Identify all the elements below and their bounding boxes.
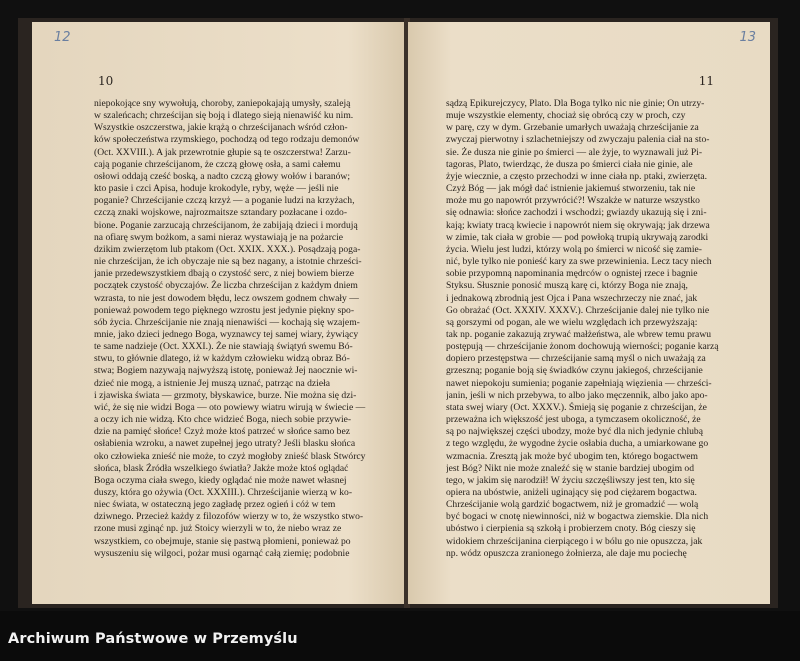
text-line: opiera na ubóstwie, aniżeli uginający się pod ciężarem bogactwa. [446, 487, 697, 498]
text-line: nie chrześcijan, że ich obyczaje nie są bez nagany, a istotnie chrześci- [94, 256, 362, 268]
text-line: Go obrażać (Oct. XXXIV. XXXV.). Chrześcijanie dalej nie tylko nie [446, 304, 710, 316]
text-line: ubóstwo i cierpienia są szkołą i probierzem cnoty. Bóg cieszy się [446, 523, 696, 535]
text-line: tagoras, Plato, twierdząc, że dusza po śmierci ciała nie ginie, ale [446, 158, 693, 170]
text-line: widokiem chrześcijanina cierpiącego i w bólu go nie opuszcza, jak [446, 535, 703, 547]
archive-footer [0, 611, 800, 661]
text-line: Wszystkie oszczerstwa, jakie krążą o chrześcijanach wśród człon- [94, 122, 348, 134]
text-line: się odnawia: słońce zachodzi i wschodzi; gwiazdy ukazują się i zni- [446, 207, 707, 219]
left-page [32, 22, 404, 604]
text-line: oko człowieka znieść nie może, to czyż mogłoby znieść blask Stwórcy [94, 450, 366, 462]
text-line: wić, że się nie widzi Boga — oto powiewy wiatru wirują w świecie — [94, 401, 366, 413]
text-line: być bogaci w cnotę niewinności, niż w bogactwa ziemskie. Dla nich [446, 511, 709, 523]
text-line: wzrasta, to nie jest dowodem błędu, lecz owszem godnem chwały — [94, 292, 359, 304]
text-line: dzieć nie mogą, a istnienie Jej muszą uznać, patrząc na dzieła [94, 377, 330, 389]
text-line: przeważna ich większość jest uboga, a tymczasem okoliczność, że [446, 414, 701, 426]
text-line: grzeszną; poganie boją się świadków czynu jakiegoś, chrześcijanie [446, 365, 703, 377]
text-line: niec świata, w ostateczną jego zagładę przez ogień i cóż w tem [94, 499, 336, 511]
text-line: stwu, to głównie dlatego, iż w każdym człowieku widzą obraz Bó- [94, 353, 350, 365]
left-page-text [94, 98, 384, 560]
text-line: nawet niepokoju sumienia; poganie zapełniają więzienia — chrześci- [446, 377, 712, 389]
text-line: dziwnego. Przecież każdy z filozofów wierzy w to, że wszystko stwo- [94, 511, 364, 523]
text-line: jest Bóg? Nikt nie może znaleźć się w stanie bardziej ubogim od [446, 462, 695, 474]
text-line: wysuszeniu się wilgoci, pożar musi ogarnąć całą ziemię; podobnie [94, 547, 350, 559]
text-line: osłabienia wzroku, a nawet zupełnej jego utraty? Jeśli blasku słońca [94, 438, 356, 450]
text-line: poganie? Chrześcijanie czczą krzyż — a poganie ludzi na krzyżach, [94, 195, 355, 207]
text-line: mnie, jako dzieci jednego Boga, wyznawcy tej samej wiary, żywiący [94, 328, 359, 340]
text-line: sie. Że dusza nie ginie po śmierci — ale żyje, to wyznawali już Pi- [446, 146, 703, 158]
right-page-number: 11 [698, 74, 714, 88]
text-line: nić, byle tylko nie ponieść kary za swe przewinienia. Lecz tacy niech [446, 256, 712, 268]
text-line: dzikim zwierzętom lub ptakom (Oct. XXIX. XXX.). Posądzają poga- [94, 243, 361, 255]
text-line: np. wódz opuszcza zranionego żołnierza, ale daje mu pociechę [446, 547, 687, 559]
text-line: te same nadzieje (Oct. XXXI.). Że nie stawiają świątyń swemu Bó- [94, 341, 353, 353]
text-line: tego, w jakim się narodził! W życiu szczęśliwszy jest ten, kto się [446, 474, 695, 486]
text-line: dopiero przestępstwa — chrześcijanie samą myśl o nich uważają za [446, 353, 706, 365]
text-line: w zimie, tak ciała w grobie — pod powłoką trupią ukrywają zarodki [446, 231, 709, 243]
text-line: osłowi oddają cześć boską, a nadto czczą głowy wołów i baranów; [94, 170, 351, 182]
archive-name: Archiwum Państwowe w Przemyślu [8, 631, 298, 647]
text-line: życia. Wielu jest ludzi, którzy wolą po śmierci w nicość się zamie- [446, 243, 702, 255]
text-line: wszystkiem, co obejmuje, stanie się pastwą płomieni, ponieważ po [94, 535, 351, 547]
text-line: Styksu. Słusznie ponosić muszą karę ci, którzy Boga nie znają, [446, 280, 688, 292]
text-line: Czyż Bóg — jak mógł dać istnienie jakiemuś stworzeniu, tak nie [446, 183, 696, 195]
left-page-number: 10 [98, 74, 114, 88]
right-page-text [446, 98, 744, 560]
text-line: kto pasie i czci Apisa, hoduje krokodyle, ryby, węże — jeśli nie [94, 183, 339, 195]
text-line: zwyczaj pierwotny i szlachetniejszy od zwyczaju palenia ciał na sto- [446, 134, 710, 146]
text-line: janie przedewszystkiem dbają o czystość serc, z niej bowiem bierze [94, 268, 354, 280]
text-line: dzie na pamięć słońce! Czyż może ktoś patrzeć w słońce samo bez [94, 426, 350, 438]
text-line: cają poganie chrześcijanom, że czczą głowę osła, a sami całemu [94, 158, 341, 170]
text-line: tak np. poganie zakazują zrywać małżeństwa, ale wbrew temu prawu [446, 328, 712, 340]
text-line: początek czystość obyczajów. Że liczba chrześcijan z każdym dniem [94, 280, 358, 292]
text-line: są gorszymi od pogan, ale we wielu względach ich przewyższają: [446, 316, 698, 328]
text-line: duszy, która go ożywia (Oct. XXXIII.). Chrześcijanie wierzą w ko- [94, 487, 353, 498]
text-line: a oczy ich nie widzą. Kto chce widzieć Boga, niech sobie przywie- [94, 414, 352, 426]
open-book-scan [18, 18, 778, 608]
text-line: postępują — chrześcijanie żonom dochowują wierności; poganie karzą [446, 341, 719, 353]
text-line: Chrześcijanie wolą gardzić bogactwem, niż je gromadzić — wolą [446, 499, 699, 511]
text-line: bione. Poganie zarzucają chrześcijanom, że zabijają dzieci i mordują [94, 219, 358, 231]
text-line: w szaleńcach; chrześcijan się boją i dlatego sieją nienawiść ku nim. [94, 110, 354, 122]
text-line: kają; kwiaty tracą kwiecie i napowrót niem się okrywają; jak drzewa [446, 219, 710, 231]
text-line: są po największej części ubodzy, może być dla nich jedynie chlubą [446, 426, 703, 438]
text-line: muje wszystkie elementy, chociaż się obrócą czy w proch, czy [446, 110, 686, 122]
text-line: i zjawiska świata — grzmoty, błyskawice, burze. Nie można się dzi- [94, 389, 357, 401]
text-line: z tego względu, że wygodne życie osłabia ducha, a umiarkowane go [446, 438, 709, 450]
text-line: wzmacnia. Zresztą jak może być ubogim ten, którego bogactwem [446, 450, 699, 462]
text-line: sób życia. Chrześcijanie nie znają nienawiści — kochają się wzajem- [94, 316, 360, 328]
text-line: sądzą Epikurejczycy, Plato. Dla Boga tylko nic nie ginie; On utrzy- [446, 98, 705, 109]
text-line: (Oct. XXVIII.). A jak przewrotnie głupie są te oszczerstwa! Zarzu- [94, 146, 351, 158]
right-page [408, 22, 770, 604]
text-line: słońca, blask Źródła wszelkiego światła? Jakże może ktoś oglądać [94, 462, 349, 474]
text-line: stata swej wiary (Oct. XXXV.). Śmieją się poganie z chrześcijan, że [446, 401, 707, 413]
text-line: stwa; Bogiem nazywają najwyższą istotę, ponieważ Jej naocznie wi- [94, 365, 358, 377]
left-folio-handwritten: 12 [54, 30, 71, 45]
text-line: ków społeczeństwa rzymskiego, pochodzą od tego rodzaju demonów [94, 134, 360, 146]
text-line: może mu go napowrót przywrócić?! Wszakże w naturze wszystko [446, 195, 700, 207]
text-line: niepokojące sny wywołują, choroby, zaniepokajają umysły, szaleją [94, 98, 351, 109]
text-line: w parę, czy w dym. Grzebanie umarłych uważają chrześcijanie za [446, 122, 699, 134]
text-line: janin, jeśli w nich przebywa, to albo jako męczennik, albo jako apo- [446, 389, 708, 401]
text-line: rzone musi zginąć np. już Stoicy wierzyli w to, że niebo wraz ze [94, 523, 342, 535]
text-line: żyje wiecznie, a często przechodzi w inne ciała np. ptaki, zwierzęta. [446, 170, 708, 182]
text-line: sobie przypomną napominania mędrców o ognistej rzece i bagnie [446, 268, 698, 280]
text-line: Boga oczyma ciała swego, kiedy oglądać nie może nawet własnej [94, 474, 347, 486]
text-line: czczą znaki wojskowe, najrozmaitsze sztandary pozłacane i ozdo- [94, 207, 348, 219]
text-line: i jednakową zbrodnią jest Ojca i Pana wszechrzeczy nie znać, jak [446, 292, 698, 304]
text-line: ponieważ powodem tego pięknego wzrostu jest jedynie piękny spo- [94, 304, 355, 316]
text-line: na ofiarę swym bożkom, a sami nieraz wystawiają je na pożarcie [94, 231, 344, 243]
right-folio-handwritten: 13 [739, 30, 756, 45]
